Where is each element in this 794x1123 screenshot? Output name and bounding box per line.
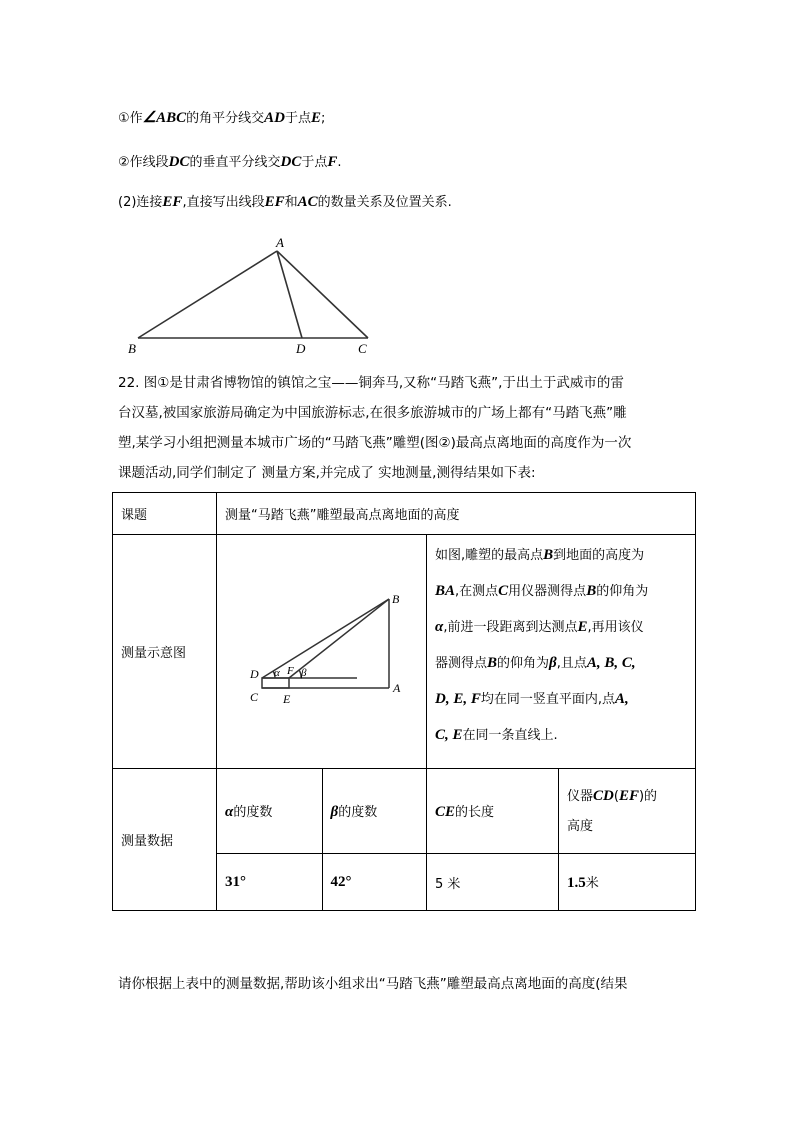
math: C [498,583,509,599]
math: CE [435,804,456,820]
math-pt: E [311,110,322,126]
text: 的度数 [338,805,378,820]
label-beta: β [301,667,307,679]
text: 如图,雕塑的最高点 [435,548,544,563]
math: B [586,583,597,599]
label-d: D [296,341,306,356]
math: EF [618,787,639,804]
math-pt: F [327,154,338,170]
problem-line: 台汉墓,被国家旅游局确定为中国旅游标志,在很多旅游城市的广场上都有“马踏飞燕”雕 [118,405,627,421]
header-ce [427,769,559,854]
table-row-topic [113,493,696,535]
text: 的仰角为 [596,584,649,599]
text: ; [321,111,326,126]
math-seg: AD [264,110,285,126]
text: 的角平分线交 [186,111,265,126]
data-label: 测量数据 [113,769,217,911]
value-ce [427,854,559,911]
diagram-label: 测量示意图 [113,535,217,769]
part-2 [118,192,452,213]
header-beta [322,769,427,854]
measurement-table [112,492,696,911]
unit: 米 [585,876,599,891]
header-line [567,781,695,812]
label-alpha: α [274,667,280,679]
math: β [330,804,339,820]
text: 器测得点 [435,656,488,671]
math: E [577,619,588,635]
text: 均在同一竖直平面内,点 [480,692,615,707]
step-1 [118,108,325,129]
text: ,且点 [556,656,587,671]
text: ②作线段 [118,155,169,170]
label-c: C [358,341,367,356]
problem-line: 课题活动,同学们制定了 测量方案,并完成了 实地测量,测得结果如下表: [118,465,536,481]
problem-line: 22. 图①是甘肃省博物馆的镇馆之宝——铜奔马,又称“马踏飞燕”,于出土于武威市的雷 [118,375,624,391]
math: D, E, F [435,691,481,707]
math: C, E [435,727,463,743]
text: (2)连接 [118,195,163,210]
desc-line [435,645,695,681]
label-b: B [128,341,136,356]
label-b: B [392,592,400,606]
math-seg: EF [162,194,183,210]
label-f: F [287,665,294,677]
triangle-figure [110,235,390,360]
text: 的仰角为 [497,656,550,671]
desc-line [435,681,695,717]
math-seg: DC [280,154,302,170]
diagram-cell [217,535,427,769]
math-angle: ∠ABC [142,110,187,126]
header-instrument [559,769,696,854]
sight-db [262,599,389,678]
step-2 [118,152,342,173]
text: ,前进一段距离到达测点 [443,620,578,635]
math-seg: EF [264,194,285,210]
desc-line [435,717,695,753]
math: BA [435,583,456,599]
math-seg: AC [297,194,318,210]
desc-line [435,537,695,573]
topic-label: 课题 [113,493,217,535]
label-d: D [250,667,259,681]
problem-22 [118,368,698,488]
math: A, [614,691,629,707]
number: 1.5 [567,875,586,891]
value-instrument [559,854,696,911]
diagram-description [427,535,696,769]
measurement-diagram [217,535,426,764]
text: 的数量关系及位置关系. [317,195,452,210]
side-ab [138,251,277,338]
text: 仪器 [567,788,594,804]
number: 31° [225,873,246,890]
question: 请你根据上表中的测量数据,帮助该小组求出“马踏飞燕”雕塑最高点离地面的高度(结果 [118,976,628,992]
topic-value: 测量“马踏飞燕”雕塑最高点离地面的高度 [217,493,696,535]
label-c: C [250,690,259,704]
desc-line [435,609,695,645]
text: 的长度 [455,805,495,820]
text: 于点 [284,111,311,126]
instrument-cd [262,678,289,688]
text: 的垂直平分线交 [189,155,281,170]
table-row-diagram [113,535,696,769]
math: A, B, C, [586,655,636,671]
text: 和 [284,195,298,210]
math: α [225,804,234,820]
math-seg: DC [168,154,190,170]
text: 在同一条直线上. [462,728,558,743]
header-alpha [217,769,323,854]
text: ( [613,788,619,804]
text: 的度数 [233,805,273,820]
text: ①作 [118,111,143,126]
side-ac [277,251,368,338]
unit: 米 [447,876,461,892]
text: )的 [638,788,658,804]
desc-line [435,573,695,609]
text: ,再用该仪 [587,620,644,635]
value-beta [322,854,427,911]
text: 到地面的高度为 [553,548,645,563]
label-a: A [276,235,284,250]
table-row-data-headers [113,769,696,854]
math: B [487,655,498,671]
number: 42° [330,873,352,890]
text: 用仪器测得点 [508,584,587,599]
problem-line: 塑,某学习小组把测量本城市广场的“马踏飞燕”雕塑(图②)最高点离地面的高度作为一次 [118,435,632,451]
math: α [435,619,444,635]
text: ,在测点 [455,584,499,599]
number: 5 [435,876,444,892]
math: B [543,547,554,563]
math: CD [593,787,614,804]
label-a: A [393,681,401,695]
text: ,直接写出线段 [182,195,265,210]
text: 于点 [301,155,328,170]
header-line: 高度 [567,818,594,834]
math: β [549,655,557,671]
label-e: E [283,692,291,706]
value-alpha [217,854,323,911]
text: . [337,155,342,170]
